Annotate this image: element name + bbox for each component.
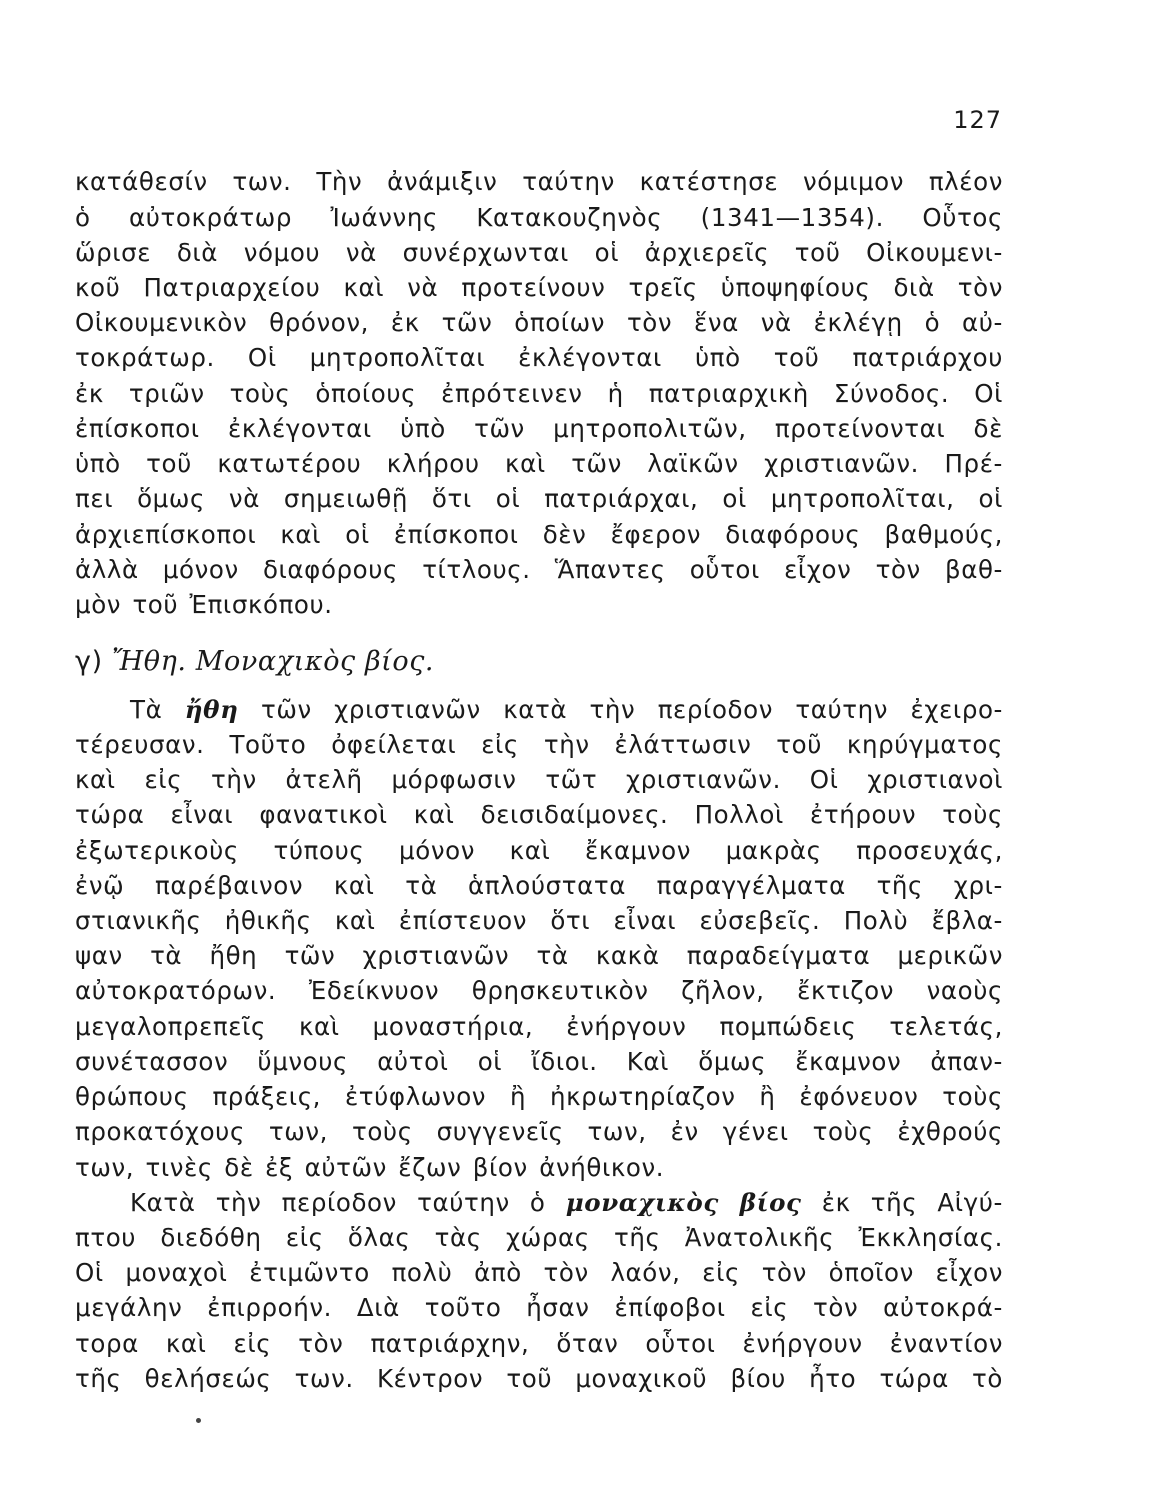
text-line: αὐτοκρατόρων. Ἐδείκνυον θρησκευτικὸν ζῆλον, ἔκτιζον ναοὺς bbox=[75, 976, 1003, 1005]
text-fragment: Τὰ bbox=[130, 695, 163, 724]
text-fragment: τῶν χριστιανῶν κατὰ τὴν περίοδον ταύτην ἐχειρο- bbox=[260, 695, 1004, 724]
section-title: Ἤθη. Μοναχικὸς βίος. bbox=[111, 646, 435, 677]
text-line: καὶ εἰς τὴν ἀτελῆ μόρφωσιν τῶτ χριστιανῶν. Οἱ χριστιανοὶ bbox=[75, 765, 1003, 794]
text-line: τοκράτωρ. Οἱ μητροπολῖται ἐκλέγονται ὑπὸ τοῦ πατριάρχου bbox=[75, 343, 1003, 372]
text-line: κατάθεσίν των. Τὴν ἀνάμιξιν ταύτην κατέστησε νόμιμον πλέον bbox=[75, 167, 1003, 196]
text-line: ἀρχιεπίσκοποι καὶ οἱ ἐπίσκοποι δὲν ἔφερον διαφόρους βαθμούς, bbox=[75, 520, 1003, 549]
emphasis-term: ἤθη bbox=[184, 695, 239, 724]
text-line bbox=[130, 1185, 1003, 1221]
text-line: ἐνῷ παρέβαινον καὶ τὰ ἁπλούστατα παραγγέλματα τῆς χρι- bbox=[75, 871, 1003, 900]
text-line: συνέτασσον ὕμνους αὐτοὶ οἱ ἴδιοι. Καὶ ὅμως ἔκαμνον ἀπαν- bbox=[75, 1047, 1003, 1076]
text-line: μὸν τοῦ Ἐπισκόπου. bbox=[75, 590, 333, 619]
text-line: προκατόχους των, τοὺς συγγενεῖς των, ἐν γένει τοὺς ἐχθρούς bbox=[75, 1117, 1003, 1146]
text-line: ψαν τὰ ἤθη τῶν χριστιανῶν τὰ κακὰ παραδείγματα μερικῶν bbox=[75, 941, 1003, 970]
text-line: ἐξωτερικοὺς τύπους μόνον καὶ ἔκαμνον μακρὰς προσευχάς, bbox=[75, 836, 1003, 865]
text-line: τορα καὶ εἰς τὸν πατριάρχην, ὅταν οὗτοι ἐνήργουν ἐναντίον bbox=[75, 1329, 1003, 1358]
text-line: μεγάλην ἐπιρροήν. Διὰ τοῦτο ἦσαν ἐπίφοβοι εἰς τὸν αὐτοκρά- bbox=[75, 1293, 1003, 1322]
section-heading bbox=[75, 642, 434, 682]
text-line: Οἰκουμενικὸν θρόνον, ἐκ τῶν ὁποίων τὸν ἕνα νὰ ἐκλέγῃ ὁ αὐ- bbox=[75, 308, 1003, 337]
text-line: ὥρισε διὰ νόμου νὰ συνέρχωνται οἱ ἀρχιερεῖς τοῦ Οἰκουμενι- bbox=[75, 238, 1003, 267]
text-line: ἐκ τριῶν τοὺς ὁποίους ἐπρότεινεν ἡ πατριαρχικὴ Σύνοδος. Οἱ bbox=[75, 379, 1003, 408]
text-line: ἐπίσκοποι ἐκλέγονται ὑπὸ τῶν μητροπολιτῶν, προτείνονται δὲ bbox=[75, 414, 1003, 443]
text-line bbox=[130, 692, 1003, 728]
text-line: κοῦ Πατριαρχείου καὶ νὰ προτείνουν τρεῖς ὑποψηφίους διὰ τὸν bbox=[75, 273, 1003, 302]
emphasis-term: μοναχικὸς βίος bbox=[565, 1188, 802, 1217]
text-line: ὁ αὐτοκράτωρ Ἰωάννης Κατακουζηνὸς (1341—1354). Οὗτος bbox=[75, 203, 1003, 232]
text-line: τῆς θελήσεώς των. Κέντρον τοῦ μοναχικοῦ βίου ἦτο τώρα τὸ bbox=[75, 1364, 1003, 1393]
text-line: τώρα εἶναι φανατικοὶ καὶ δεισιδαίμονες. Πολλοὶ ἐτήρουν τοὺς bbox=[75, 800, 1003, 829]
text-fragment: ἐκ τῆς Αἰγύ- bbox=[821, 1188, 1004, 1217]
text-line: ὑπὸ τοῦ κατωτέρου κλήρου καὶ τῶν λαϊκῶν χριστιανῶν. Πρέ- bbox=[75, 449, 1003, 478]
text-fragment: Κατὰ τὴν περίοδον ταύτην ὁ bbox=[130, 1188, 546, 1217]
text-line: ἀλλὰ μόνον διαφόρους τίτλους. Ἅπαντες οὗτοι εἶχον τὸν βαθ- bbox=[75, 555, 1003, 584]
text-line: Οἱ μοναχοὶ ἐτιμῶντο πολὺ ἀπὸ τὸν λαόν, εἰς τὸν ὁποῖον εἶχον bbox=[75, 1258, 1003, 1287]
text-line: θρώπους πράξεις, ἐτύφλωνον ἢ ἠκρωτηρίαζον ἢ ἐφόνευον τοὺς bbox=[75, 1082, 1003, 1111]
text-line: πτου διεδόθη εἰς ὅλας τὰς χώρας τῆς Ἀνατολικῆς Ἐκκλησίας. bbox=[75, 1223, 1003, 1252]
text-line: των, τινὲς δὲ ἐξ αὐτῶν ἔζων βίον ἀνήθικον. bbox=[75, 1153, 665, 1182]
page-number: 127 bbox=[953, 106, 1002, 134]
text-line: πει ὅμως νὰ σημειωθῇ ὅτι οἱ πατριάρχαι, οἱ μητροπολῖται, οἱ bbox=[75, 484, 1003, 513]
text-line: μεγαλοπρεπεῖς καὶ μοναστήρια, ἐνήργουν πομπώδεις τελετάς, bbox=[75, 1012, 1003, 1041]
text-line: τέρευσαν. Τοῦτο ὀφείλεται εἰς τὴν ἐλάττωσιν τοῦ κηρύγματος bbox=[75, 730, 1003, 759]
section-marker: γ) bbox=[75, 646, 103, 677]
ink-speck bbox=[196, 1418, 201, 1423]
text-line: στιανικῆς ἠθικῆς καὶ ἐπίστευον ὅτι εἶναι εὐσεβεῖς. Πολὺ ἔβλα- bbox=[75, 906, 1003, 935]
